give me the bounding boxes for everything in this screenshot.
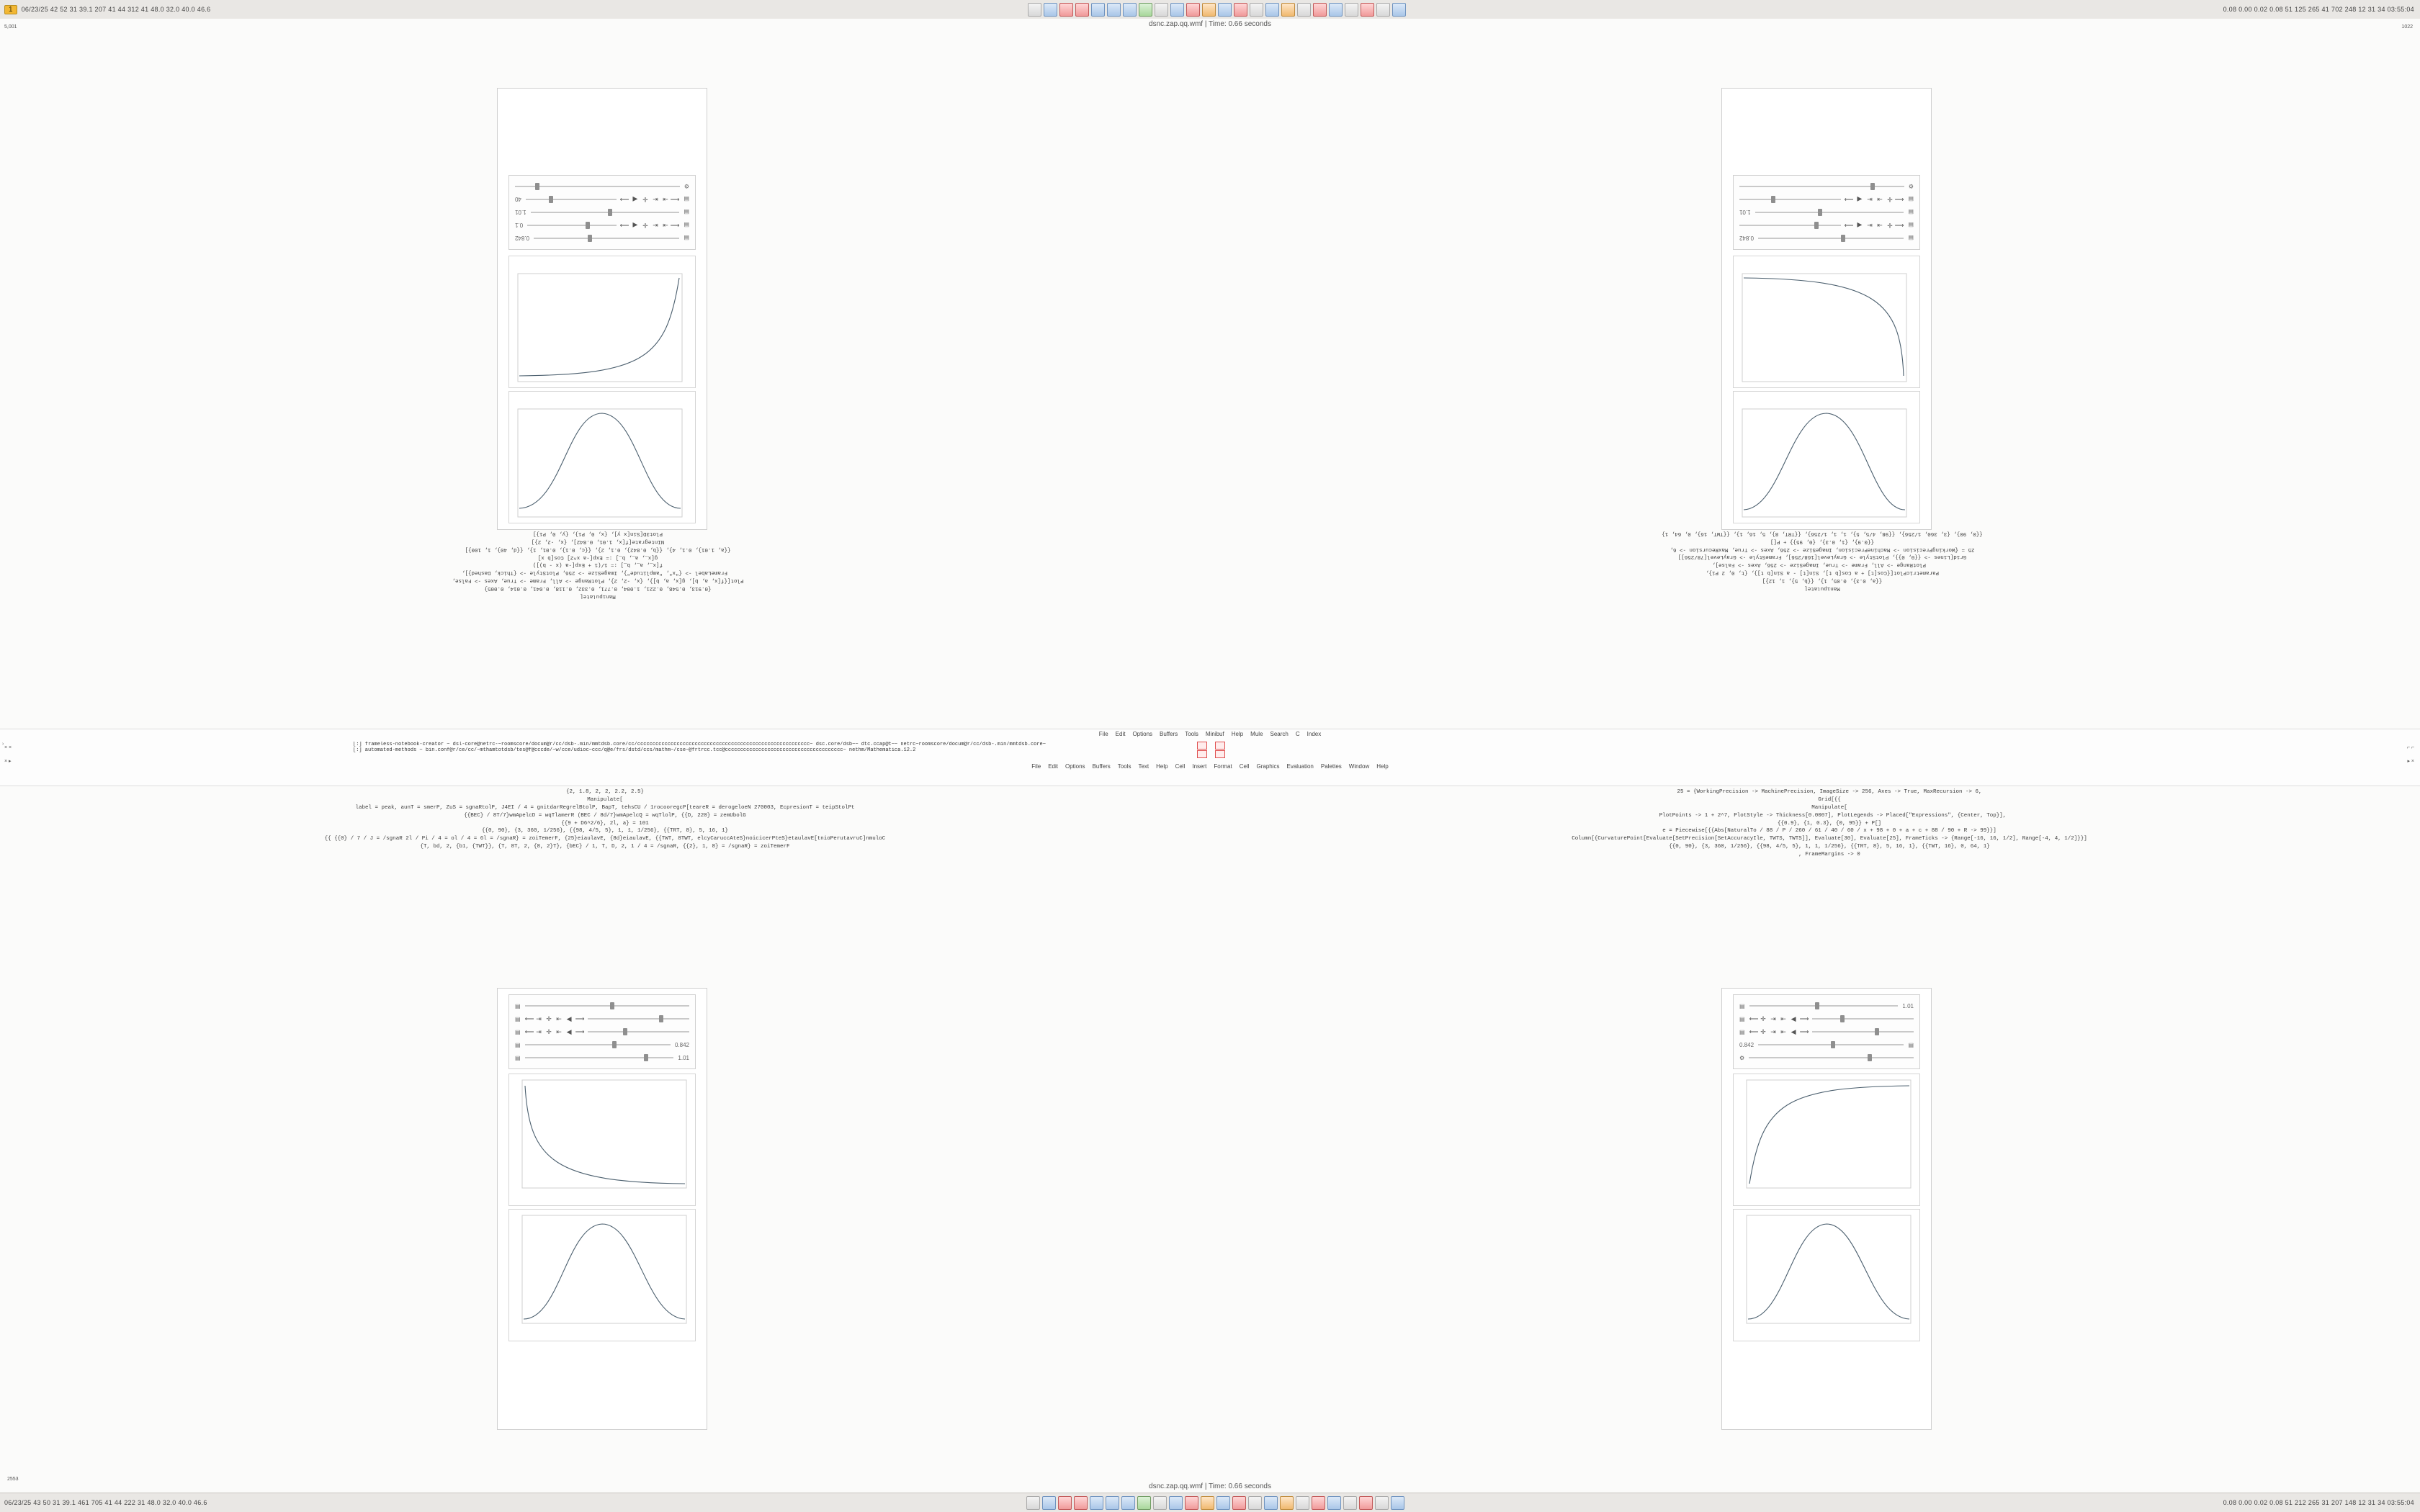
plot-top-left-a bbox=[508, 391, 696, 523]
code-line: {{0.9}, {1, 0.3}, {0, 95}} + P[] bbox=[1770, 538, 1875, 544]
control-row[interactable] bbox=[515, 1012, 689, 1025]
control-handle-icon[interactable]: ▤ bbox=[1908, 222, 1914, 229]
editor-line-2[interactable]: [:] automated-methods ~ bin.conf@r/ce/cc/~mthamtotdsb/tes@f@cccde/~w/cce/udioc~ccc/q@e/frs/dstd/ccs/mathm~/cse~@frtrcc.tcc@ccccccccccccccccccccccccccccccccccccccc~ nethm/Mathematica.12.2 bbox=[353, 747, 916, 753]
control-handle-icon[interactable]: ▤ bbox=[684, 222, 689, 229]
bottom-panel-right bbox=[2223, 1499, 2420, 1506]
control-handle-icon[interactable]: ▤ bbox=[684, 196, 689, 203]
code-line: Grid[{{ bbox=[1818, 796, 1841, 803]
slider-d[interactable] bbox=[525, 1040, 671, 1049]
task-icon[interactable] bbox=[1392, 3, 1406, 17]
emacs-menu-item-search[interactable]: Search bbox=[1270, 731, 1289, 737]
settings-gear-icon[interactable]: ⚙ bbox=[684, 183, 689, 190]
editor-line-1[interactable]: [:] frameless-notebook-creator ~ dsl-core@netrc-~roomscore/docum@r/cc/dsb-.min/mmtdsb.core/cc/ccccccccccccccccccccccccccccccccccccccccccccccccccccccccc~ dsc.core/dsb~~ dtc.ccap@t~~ netrc~roomscore/docum@r/cc/dsb-.min/mmtdsb.core~ bbox=[353, 742, 1046, 747]
task-icon[interactable] bbox=[1359, 1496, 1373, 1510]
task-icon[interactable] bbox=[1232, 1496, 1246, 1510]
control-value-a: 0.842 bbox=[515, 235, 530, 242]
emacs-menu-item-c[interactable]: C bbox=[1295, 731, 1300, 737]
workspace-badge[interactable]: 1 bbox=[4, 5, 17, 14]
slider-e[interactable] bbox=[1739, 182, 1904, 191]
stepper-b[interactable]: ⟵ ✛ ⇥ ⇤ ◀ ⟶ bbox=[1844, 196, 1904, 204]
menu2-text[interactable]: Text bbox=[1138, 763, 1150, 770]
code-line: Manipulate[ bbox=[1811, 804, 1847, 811]
task-icon[interactable] bbox=[1327, 1496, 1341, 1510]
emacs-menu-item-mule[interactable]: Mule bbox=[1250, 731, 1263, 737]
task-icon[interactable] bbox=[1234, 3, 1247, 17]
plot-bottom-left-b bbox=[508, 1209, 696, 1341]
task-icon[interactable] bbox=[1058, 1496, 1072, 1510]
emacs-menu-item-minibuf[interactable]: Minibuf bbox=[1205, 731, 1224, 737]
plot-curve-svg bbox=[509, 1210, 695, 1341]
emacs-menu-item-options[interactable]: Options bbox=[1132, 731, 1153, 737]
control-value-c: 1.01 bbox=[1739, 209, 1751, 216]
control-value-b: 0.1 bbox=[515, 222, 524, 229]
top-panel-left bbox=[0, 5, 210, 14]
plot-bottom-left-a bbox=[508, 1074, 696, 1206]
editor-left-marker-1: × × bbox=[4, 745, 12, 750]
task-icon[interactable] bbox=[1201, 1496, 1214, 1510]
code-line: NIntegrate[f[x, 1.01, 0.842], {x, -2, 2}] bbox=[531, 538, 665, 544]
task-icon[interactable] bbox=[1026, 1496, 1040, 1510]
right-edge-label: 1022 bbox=[2401, 24, 2413, 30]
task-icon[interactable] bbox=[1248, 1496, 1262, 1510]
code-line: label = peak, aunT = smerP, ZuS = sgnaRtolP, J4EI / 4 = gnitdarRegrelBtolP, BapT, tehsCU / 1rocooregcP[teareR = derogeloeN 270003, EcpresionT = teipStolPt bbox=[355, 804, 855, 811]
control-row[interactable] bbox=[1739, 219, 1914, 232]
plot-bottom-right-b bbox=[1733, 1209, 1920, 1341]
control-handle-icon[interactable]: ▤ bbox=[684, 235, 689, 242]
control-handle-icon[interactable]: ▤ bbox=[684, 209, 689, 216]
control-row[interactable] bbox=[1739, 206, 1914, 219]
control-value-c: 1.01 bbox=[515, 209, 526, 216]
code-line: f[x_, a_, b_] := 1/(1 + Exp[-a (x - b)]) bbox=[532, 562, 663, 568]
manipulate-controls-top-right[interactable] bbox=[1733, 175, 1920, 250]
plot-curve-svg bbox=[1734, 1210, 1919, 1341]
control-handle-icon[interactable]: ▤ bbox=[1908, 209, 1914, 216]
code-block-bottom-left[interactable] bbox=[137, 788, 1073, 851]
task-icon[interactable] bbox=[1170, 3, 1184, 17]
line-number-gutter: › bbox=[1, 742, 5, 747]
menu2-cell2[interactable]: Cell bbox=[1239, 763, 1250, 770]
task-icon[interactable] bbox=[1123, 3, 1137, 17]
task-icon[interactable] bbox=[1361, 3, 1374, 17]
code-line: {{a, 0.3}, 0.05, 1}, {{b, 5}, 1, 12}] bbox=[1762, 577, 1883, 584]
code-line: 25 = {WorkingPrecision -> MachinePrecision, ImageSize -> 256, Axes -> True, MaxRecursion -> 6, bbox=[1677, 789, 1982, 795]
task-icon[interactable] bbox=[1107, 3, 1121, 17]
control-row-last[interactable] bbox=[515, 1051, 689, 1064]
menu2-file[interactable]: File bbox=[1031, 763, 1041, 770]
task-icon[interactable] bbox=[1091, 3, 1105, 17]
editor-right-marker-1: ⌐ ⌐ bbox=[2406, 745, 2414, 750]
task-icon[interactable] bbox=[1391, 1496, 1404, 1510]
plot-curve-svg bbox=[509, 392, 695, 523]
code-line: {{0, 90}, {3, 360, 1/256}, {{98, 4/5, 5}, 1, 1, 1/256}, {{TRT, 8}, 5, 16, 1}, {{TWT, 16}, 0, 64, 1} bbox=[1669, 844, 1990, 850]
plot-top-right-b bbox=[1733, 256, 1920, 388]
code-line: FrameLabel -> {"x", "amplitude"}, ImageSize -> 256, PlotStyle -> {Thick, Dashed}], bbox=[461, 570, 735, 576]
settings-gear-icon[interactable]: ⚙ bbox=[1739, 1054, 1745, 1061]
menu2-tools[interactable]: Tools bbox=[1117, 763, 1131, 770]
plot-curve-svg bbox=[509, 1074, 695, 1205]
task-icon[interactable] bbox=[1139, 3, 1152, 17]
menu2-options[interactable]: Options bbox=[1065, 763, 1085, 770]
code-line: Grid[Lines -> {{0, 0}}, PlotStyle -> GrayLevel[168/256], FrameStyle -> GrayLevel[78/256]] bbox=[1677, 554, 1967, 560]
manipulate-controls-bottom-left[interactable] bbox=[508, 994, 696, 1069]
control-row-last[interactable] bbox=[1739, 1051, 1914, 1064]
task-icon[interactable] bbox=[1137, 1496, 1151, 1510]
control-handle-icon[interactable]: ▤ bbox=[515, 1015, 521, 1022]
code-line: {0.913, 0.548, 0.221, 1.004, 0.771, 0.332, 0.118, 0.041, 0.014, 0.005} bbox=[484, 585, 712, 591]
task-icon[interactable] bbox=[1075, 3, 1089, 17]
code-line: g[x_, a_, b_] := Exp[-a x^2] Cos[b x] bbox=[537, 554, 658, 560]
stepper-a[interactable]: ⟵ ⇥ ✛ ⇤ ◀ ⟶ bbox=[524, 1014, 585, 1022]
top-panel bbox=[0, 0, 2420, 19]
slider-d[interactable] bbox=[526, 195, 617, 204]
plot-curve-svg bbox=[509, 256, 695, 387]
emacs-menu-item-buffers[interactable]: Buffers bbox=[1160, 731, 1178, 737]
code-line: {{0, 90}, {3, 360, 1/256}, {{98, 4/5, 5}, 1, 1, 1/256}, {{TRT, 8}, 5, 16, 1} bbox=[481, 828, 729, 834]
editor-right-marker-2: ▸ × bbox=[2407, 759, 2414, 764]
control-value-e: 1.01 bbox=[678, 1054, 689, 1061]
menu2-evaluation[interactable]: Evaluation bbox=[1286, 763, 1314, 770]
control-row[interactable] bbox=[515, 232, 689, 245]
plot-curve-svg bbox=[1734, 392, 1919, 523]
task-icon[interactable] bbox=[1280, 1496, 1294, 1510]
task-icon[interactable] bbox=[1343, 1496, 1357, 1510]
control-row[interactable] bbox=[515, 1025, 689, 1038]
task-icon[interactable] bbox=[1218, 3, 1232, 17]
control-row[interactable] bbox=[515, 206, 689, 219]
plot-bottom-right-a bbox=[1733, 1074, 1920, 1206]
menu2-buffers[interactable]: Buffers bbox=[1092, 763, 1111, 770]
menu2-cell[interactable]: Cell bbox=[1175, 763, 1186, 770]
slider-c[interactable] bbox=[531, 208, 680, 217]
menu2-edit[interactable]: Edit bbox=[1048, 763, 1058, 770]
code-line: {{0, 90}, {3, 360, 1/256}, {{98, 4/5, 5}, 1, 1, 1/256}, {{TRT, 8}, 5, 16, 1}, {{TWT, 16}, 0, 64, 1} bbox=[1662, 530, 1983, 536]
control-value-d: 0.842 bbox=[674, 1041, 689, 1048]
task-icon[interactable] bbox=[1090, 1496, 1103, 1510]
error-marker-icon[interactable] bbox=[1216, 751, 1224, 757]
system-monitor-top-right: 0.08 0.00 0.02 0.08 51 125 265 41 702 248 12 31 34 03:55:04 bbox=[2223, 6, 2414, 13]
stepper-b[interactable]: ⟵ ⇥ ⇤ ✛ ◀ ⟶ bbox=[619, 196, 680, 204]
menu2-format[interactable]: Format bbox=[1214, 763, 1232, 770]
task-icon[interactable] bbox=[1265, 3, 1279, 17]
control-value-a: 0.842 bbox=[1739, 235, 1754, 242]
control-row[interactable] bbox=[1739, 1025, 1914, 1038]
task-icon[interactable] bbox=[1186, 3, 1200, 17]
control-handle-icon[interactable]: ▤ bbox=[1739, 1028, 1745, 1035]
control-row[interactable] bbox=[1739, 1012, 1914, 1025]
task-icon[interactable] bbox=[1250, 3, 1263, 17]
control-handle-icon[interactable]: ▤ bbox=[515, 1002, 521, 1009]
code-block-top-right[interactable] bbox=[1275, 529, 2370, 592]
task-icon[interactable] bbox=[1059, 3, 1073, 17]
slider-b[interactable] bbox=[527, 221, 617, 230]
control-row[interactable] bbox=[1739, 193, 1914, 206]
task-icon[interactable] bbox=[1044, 3, 1057, 17]
control-row-last[interactable] bbox=[515, 180, 689, 193]
task-icon[interactable] bbox=[1121, 1496, 1135, 1510]
emacs-editor[interactable] bbox=[0, 729, 2420, 786]
control-row[interactable] bbox=[515, 193, 689, 206]
slider-e[interactable] bbox=[525, 1053, 674, 1062]
menu2-insert[interactable]: Insert bbox=[1192, 763, 1207, 770]
code-line: ParametricPlot[{Cos[t] + a Cos[b t], Sin[t] - a Sin[b t]}, {t, 0, 2 Pi}, bbox=[1705, 570, 1940, 576]
code-block-bottom-right[interactable] bbox=[1282, 788, 2377, 859]
code-line: e = Piecewise[{{Abs[NaturalTo / 88 / P / 260 / 61 / 40 / 60 / x + 98 + 0 + a + c + 88 / 90 + R -> 99}}] bbox=[1662, 828, 1996, 834]
slider-a[interactable] bbox=[525, 1002, 689, 1010]
bottom-taskbar[interactable] bbox=[207, 1496, 2223, 1510]
menu2-window[interactable]: Window bbox=[1348, 763, 1370, 770]
system-monitor-bottom-left: 06/23/25 43 50 31 39.1 461 705 41 44 222 31 48.0 32.0 40.0 46.6 bbox=[4, 1499, 207, 1506]
slider-d[interactable] bbox=[1758, 1040, 1904, 1049]
error-marker-icon[interactable] bbox=[1198, 751, 1206, 757]
control-row[interactable] bbox=[1739, 999, 1914, 1012]
settings-gear-icon[interactable]: ⚙ bbox=[1908, 183, 1914, 190]
notebook-bottom-right[interactable] bbox=[1721, 988, 1932, 1430]
emacs-menu-item-index[interactable]: Index bbox=[1307, 731, 1322, 737]
task-icon[interactable] bbox=[1313, 3, 1327, 17]
control-handle-icon[interactable]: ▤ bbox=[515, 1041, 521, 1048]
emacs-menubar-secondary[interactable] bbox=[0, 763, 2420, 770]
bottom-left-label: 2553 bbox=[7, 1477, 19, 1482]
window-title-top: dsnc.zap.qq.wmf | Time: 0.66 seconds bbox=[0, 19, 2420, 29]
control-value-d: 0.842 bbox=[1739, 1041, 1754, 1048]
code-line: {T, bd, 2, {b1, {TWT}}, {T, 8T, 2, {8, 2}T}, {bEC} / 1, T, D, 2, 1 / 4 = /sgnaR, {{2}, 1, 8} = /sgnaR} = zoiTemerF bbox=[420, 844, 790, 850]
bottom-panel bbox=[0, 1493, 2420, 1512]
control-row[interactable] bbox=[515, 219, 689, 232]
top-panel-right bbox=[2223, 6, 2420, 13]
control-row[interactable] bbox=[515, 999, 689, 1012]
slider-a[interactable] bbox=[534, 234, 679, 243]
control-handle-icon[interactable]: ▤ bbox=[1908, 196, 1914, 203]
slider-b[interactable] bbox=[588, 1014, 689, 1023]
slider-e[interactable] bbox=[515, 182, 680, 191]
control-row[interactable] bbox=[1739, 1038, 1914, 1051]
error-marker-icon[interactable] bbox=[1216, 742, 1224, 749]
plot-top-left-b bbox=[508, 256, 696, 388]
code-line: {{ {{0} / 7 / J = /sgnaR 2l / Pi / 4 = ol / 4 = 6l = /sgnaR} = zoiTemerF, {25}eiaulavE, {8d}eiaulavE, {{TWT, 8TWT, elcyCaruccAteS}noicicerPteS}etaulavE[tnioPerutavruC]nmuloC bbox=[324, 836, 886, 842]
system-monitor-bottom-right: 0.08 0.00 0.02 0.08 51 212 265 31 207 148 12 31 34 03:55:04 bbox=[2223, 1499, 2414, 1506]
control-value-a: 1.01 bbox=[1902, 1002, 1914, 1009]
task-icon[interactable] bbox=[1169, 1496, 1183, 1510]
code-line: , FrameMargins -> 0 bbox=[1798, 852, 1860, 858]
slider-b[interactable] bbox=[1812, 1014, 1914, 1023]
left-edge-label: 5,001 bbox=[4, 24, 17, 30]
task-icon[interactable] bbox=[1153, 1496, 1167, 1510]
task-icon[interactable] bbox=[1329, 3, 1343, 17]
task-icon[interactable] bbox=[1281, 3, 1295, 17]
code-line: {{0.9}, {1, 0.3}, {0, 95}} + P[] bbox=[1777, 820, 1882, 827]
emacs-menubar[interactable] bbox=[0, 731, 2420, 737]
code-line: 25 = {WorkingPrecision -> MachinePrecision, ImageSize -> 256, Axes -> True, MaxRecursion -> 6, bbox=[1670, 546, 1975, 552]
slider-c[interactable] bbox=[588, 1027, 689, 1036]
editor-left-marker-2: × ▸ bbox=[4, 759, 12, 764]
control-handle-icon[interactable]: ▤ bbox=[1908, 235, 1914, 242]
task-icon[interactable] bbox=[1106, 1496, 1119, 1510]
code-block-top-left[interactable] bbox=[122, 529, 1073, 600]
window-title-bottom: dsnc.zap.qq.wmf | Time: 0.66 seconds bbox=[1149, 1482, 1271, 1490]
emacs-menu-item-edit[interactable]: Edit bbox=[1115, 731, 1126, 737]
menu2-graphics[interactable]: Graphics bbox=[1256, 763, 1280, 770]
code-line: Manipulate[ bbox=[587, 796, 623, 803]
slider-c[interactable] bbox=[1755, 208, 1904, 217]
code-line: Column[{CurvaturePoint[Evaluate[SetPrecision[SetAccuracyIle, TWTS, TWTS]], Evaluate[30], Evaluate[25], FrameTicks -> {Range[-16, 16, 1/2], Range[-4, 4, 1/2]}}] bbox=[1572, 836, 2087, 842]
code-line: {{BEC} / 8T/7}wmApelcD = wqTlamerR (BEC / 8d/7}wmApelcQ = wqTlolP, {{D, 220} = zemUbolG bbox=[464, 812, 746, 819]
task-icon[interactable] bbox=[1185, 1496, 1198, 1510]
manipulate-controls-bottom-right[interactable] bbox=[1733, 994, 1920, 1069]
code-line: Manipulate[ bbox=[1804, 585, 1840, 591]
stepper-a[interactable]: ⟵ ✛ ⇥ ⇤ ◀ ⟶ bbox=[1749, 1014, 1809, 1022]
code-line: {{9 + D6^2/6}, 2l, a} = 101 bbox=[561, 820, 649, 827]
stepper-a[interactable]: ⟵ ⇥ ⇤ ✛ ◀ ⟶ bbox=[619, 222, 680, 230]
control-value-d: 40 bbox=[515, 196, 521, 203]
task-icon[interactable] bbox=[1028, 3, 1041, 17]
code-line: Plot3D[Sin[x y], {x, 0, Pi}, {y, 0, Pi}] bbox=[532, 530, 663, 536]
control-handle-icon[interactable]: ▤ bbox=[515, 1054, 521, 1061]
task-icon[interactable] bbox=[1345, 3, 1358, 17]
error-marker-icon[interactable] bbox=[1198, 742, 1206, 749]
slider-c[interactable] bbox=[1812, 1027, 1914, 1036]
menu2-help2[interactable]: Help bbox=[1376, 763, 1389, 770]
control-handle-icon[interactable]: ▤ bbox=[1908, 1041, 1914, 1048]
plot-curve-svg bbox=[1734, 1074, 1919, 1205]
task-icon[interactable] bbox=[1376, 3, 1390, 17]
task-icon[interactable] bbox=[1264, 1496, 1278, 1510]
stepper-a[interactable]: ⟵ ✛ ⇥ ⇤ ◀ ⟶ bbox=[1844, 222, 1904, 230]
plot-curve-svg bbox=[1734, 256, 1919, 387]
control-handle-icon[interactable]: ▤ bbox=[515, 1028, 521, 1035]
slider-d[interactable] bbox=[1739, 195, 1841, 204]
system-monitor-top-left: 06/23/25 42 52 31 39.1 207 41 44 312 41 48.0 32.0 40.0 46.6 bbox=[21, 6, 211, 13]
code-line: {{a, 1.01}, 0.1, 4}, {{b, 0.842}, 0.1, 2}, {{c, 0.1}, 0.01, 1}, {{d, 40}, 1, 100}] bbox=[465, 546, 731, 552]
slider-a[interactable] bbox=[1758, 234, 1904, 243]
slider-e[interactable] bbox=[1749, 1053, 1914, 1062]
task-icon[interactable] bbox=[1297, 3, 1311, 17]
task-icon[interactable] bbox=[1296, 1496, 1309, 1510]
control-row-last[interactable] bbox=[1739, 180, 1914, 193]
task-icon[interactable] bbox=[1155, 3, 1168, 17]
notebook-bottom-left[interactable] bbox=[497, 988, 707, 1430]
emacs-menu-item-tools[interactable]: Tools bbox=[1185, 731, 1198, 737]
task-icon[interactable] bbox=[1375, 1496, 1389, 1510]
code-line: {2, 1.8, 2, 2, 2.2, 2.5} bbox=[565, 789, 645, 795]
task-icon[interactable] bbox=[1312, 1496, 1325, 1510]
stepper-b[interactable]: ⟵ ✛ ⇥ ⇤ ◀ ⟶ bbox=[1749, 1027, 1809, 1035]
manipulate-controls-top-left[interactable] bbox=[508, 175, 696, 250]
code-line: Manipulate[ bbox=[580, 593, 616, 599]
code-line: PlotRange -> All, Frame -> True, ImageSize -> 256, Axes -> False], bbox=[1711, 562, 1933, 568]
code-line: Plot[{f[x, a, b], g[x, a, b]}, {x, -2, 2}, PlotRange -> All, Frame -> True, Axes -> False, bbox=[452, 577, 744, 584]
task-icon[interactable] bbox=[1202, 3, 1216, 17]
emacs-menu-item-file[interactable]: File bbox=[1098, 731, 1108, 737]
notebook-top-right[interactable] bbox=[1721, 88, 1932, 530]
code-line: PlotPoints -> 1 + 2^7, PlotStyle -> Thickness[0.0007], PlotLegends -> Placed["Expressions", {Center, Top}], bbox=[1652, 812, 2007, 819]
task-icon[interactable] bbox=[1216, 1496, 1230, 1510]
control-handle-icon[interactable]: ▤ bbox=[1739, 1002, 1745, 1009]
emacs-menu-item-help[interactable]: Help bbox=[1231, 731, 1244, 737]
menu2-help[interactable]: Help bbox=[1156, 763, 1168, 770]
task-icon[interactable] bbox=[1074, 1496, 1088, 1510]
task-icon[interactable] bbox=[1042, 1496, 1056, 1510]
stepper-b[interactable]: ⟵ ⇥ ✛ ⇤ ◀ ⟶ bbox=[524, 1027, 585, 1035]
slider-a[interactable] bbox=[1749, 1002, 1899, 1010]
menu2-palettes[interactable]: Palettes bbox=[1320, 763, 1342, 770]
slider-b[interactable] bbox=[1739, 221, 1841, 230]
notebook-top-left[interactable] bbox=[497, 88, 707, 530]
plot-top-right-a bbox=[1733, 391, 1920, 523]
control-handle-icon[interactable]: ▤ bbox=[1739, 1015, 1745, 1022]
bottom-panel-left bbox=[0, 1499, 207, 1506]
top-taskbar[interactable] bbox=[210, 3, 2223, 17]
control-row[interactable] bbox=[515, 1038, 689, 1051]
control-row[interactable] bbox=[1739, 232, 1914, 245]
